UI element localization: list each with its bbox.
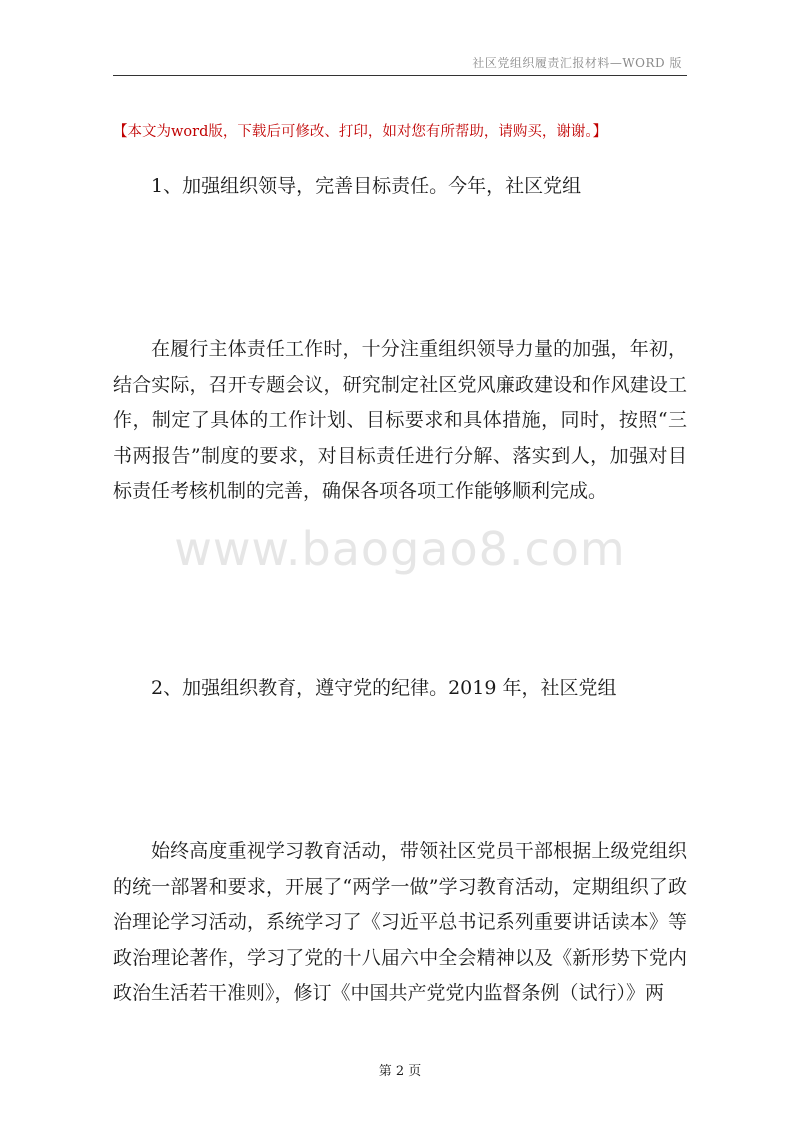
document-header-title: 社区党组织履责汇报材料—WORD 版 (472, 56, 682, 70)
page-number: 第 2 页 (378, 1064, 422, 1079)
section-1-heading: 1、加强组织领导，完善目标责任。今年，社区党组 (151, 175, 582, 197)
section-2-body: 始终高度重视学习教育活动，带领社区党员干部根据上级党组织的统一部署和要求，开展了“两学一做”学习教育活动，定期组织了政治理论学习活动，系统学习了《习近平总书记系列重要讲话读本》等政治理论著作，学习了党的十八届六中全会精神以及《新形势下党内政治生活若干准则》，修订《中国共产党党内监督条例（试行）》两 (113, 840, 687, 1004)
section-2-heading: 2、加强组织教育，遵守党的纪律。2019 年，社区党组 (151, 677, 617, 699)
header-divider (113, 75, 687, 76)
purchase-notice: 【本文为word版，下载后可修改、打印，如对您有所帮助，请购买，谢谢。】 (113, 124, 608, 140)
section-1-body: 在履行主体责任工作时，十分注重组织领导力量的加强，年初，结合实际，召开专题会议，研究制定社区党风廉政建设和作风建设工作，制定了具体的工作计划、目标要求和具体措施，同时，按照“三书两报告”制度的要求，对目标责任进行分解、落实到人，加强对目标责任考核机制的完善，确保各项各项工作能够顺利完成。 (113, 338, 687, 502)
watermark: www.baogao8.com (174, 522, 626, 576)
